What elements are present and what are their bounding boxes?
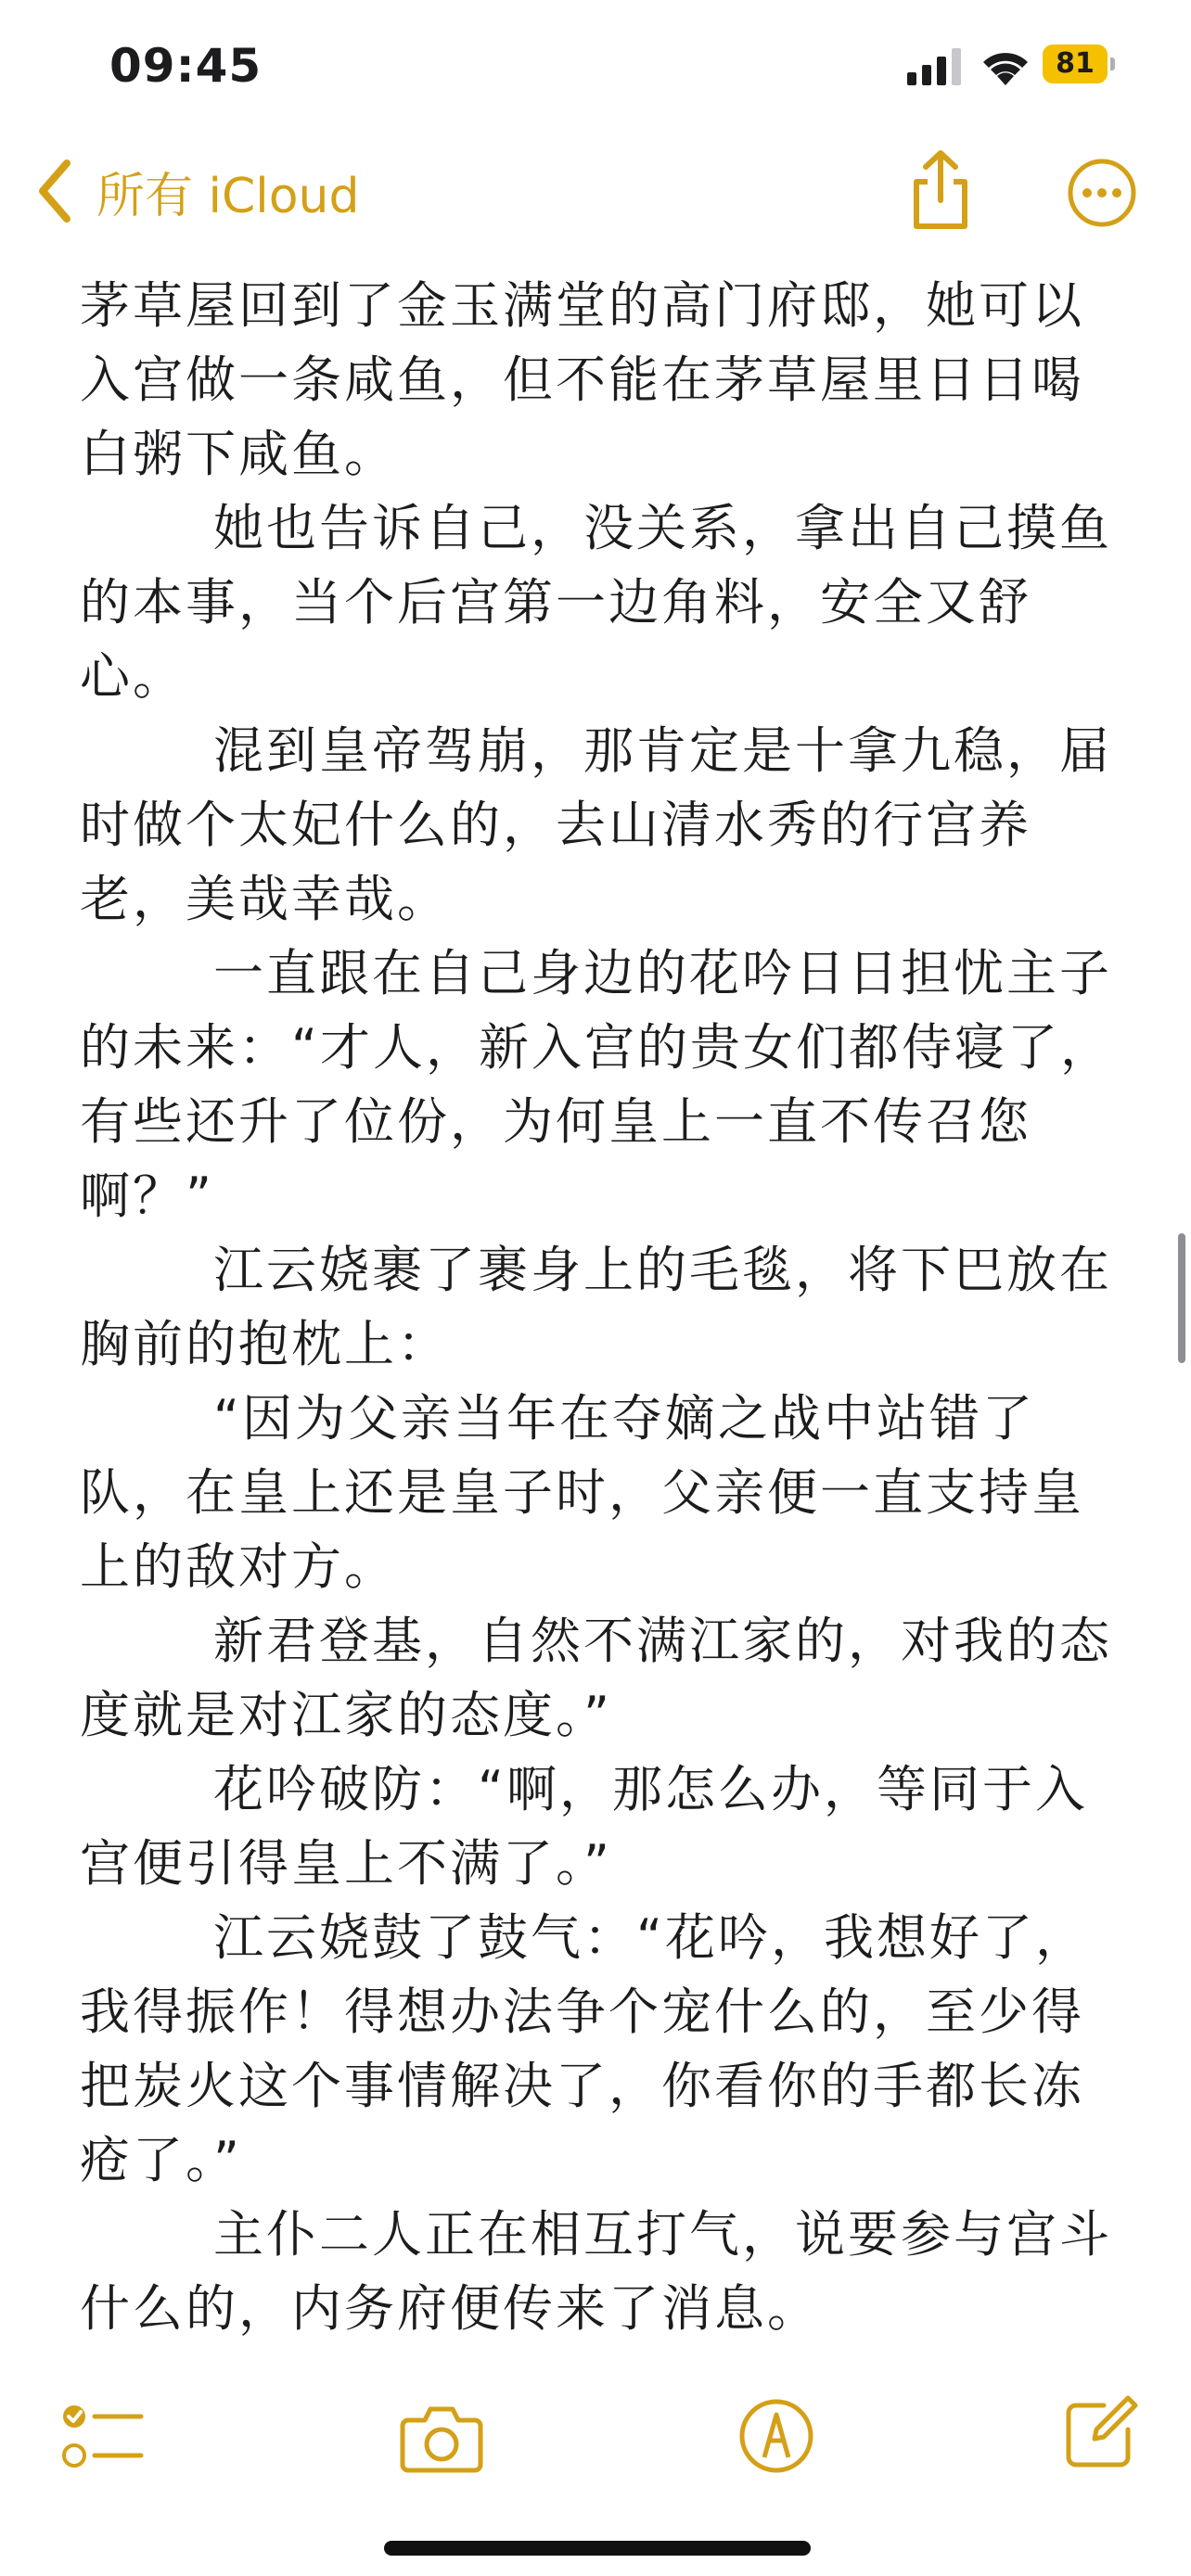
note-paragraph: 混到皇帝驾崩，那肯定是十拿九稳，届时做个太妃什么的，去山清水秀的行宫养老，美哉幸哉。 <box>80 721 1112 928</box>
note-paragraph: 茅草屋回到了金玉满堂的高门府邸，她可以入宫做一条咸鱼，但不能在茅草屋里日日喝白粥下咸鱼。 <box>80 276 1084 483</box>
back-button[interactable] <box>35 156 360 226</box>
cellular-signal-icon <box>907 48 965 85</box>
chevron-left-icon <box>35 158 76 224</box>
note-paragraph: 一直跟在自己身边的花吟日日担忧主子的未来：“才人，新入宫的贵女们都侍寝了，有些还升了位份，为何皇上一直不传召您啊？” <box>80 944 1113 1225</box>
battery-level: 81 <box>1056 47 1095 80</box>
battery-indicator <box>1043 45 1117 83</box>
markup-pen-icon[interactable] <box>738 2398 814 2474</box>
wifi-icon <box>980 45 1031 85</box>
note-paragraph: 江云娆鼓了鼓气：“花吟，我想好了，我得振作！得想办法争个宠什么的，至少得把炭火这个事情解决了，你看你的手都长冻疮了。” <box>80 1908 1088 2189</box>
note-paragraph: 她也告诉自己，没关系，拿出自己摸鱼的本事，当个后宫第一边角料，安全又舒心。 <box>80 499 1112 706</box>
note-paragraph: 新君登基，自然不满江家的，对我的态度就是对江家的态度。” <box>80 1612 1112 1744</box>
status-bar <box>0 0 1191 130</box>
back-button-label: 所有 iCloud <box>96 168 360 224</box>
note-paragraph: 主仆二人正在相互打气，说要参与宫斗什么的，内务府便传来了消息。 <box>80 2205 1112 2338</box>
checklist-icon[interactable] <box>61 2400 145 2474</box>
home-indicator[interactable] <box>384 2541 811 2556</box>
note-paragraph: 江云娆裹了裹身上的毛毯，将下巴放在胸前的抱枕上： <box>80 1241 1112 1373</box>
note-paragraph: 花吟破防：“啊，那怎么办，等同于入宫便引得皇上不满了。” <box>80 1760 1088 1893</box>
camera-icon[interactable] <box>399 2402 484 2474</box>
battery-cap <box>1110 57 1115 70</box>
status-time: 09:45 <box>109 39 263 93</box>
scrollbar[interactable] <box>1178 1233 1185 1363</box>
share-icon[interactable] <box>907 148 974 232</box>
ellipsis-circle-icon[interactable] <box>1067 158 1137 228</box>
compose-icon[interactable] <box>1063 2394 1139 2470</box>
note-body[interactable] <box>80 269 1119 2346</box>
note-paragraph: “因为父亲当年在夺嫡之战中站错了队，在皇上还是皇子时，父亲便一直支持皇上的敌对方。 <box>80 1389 1084 1596</box>
